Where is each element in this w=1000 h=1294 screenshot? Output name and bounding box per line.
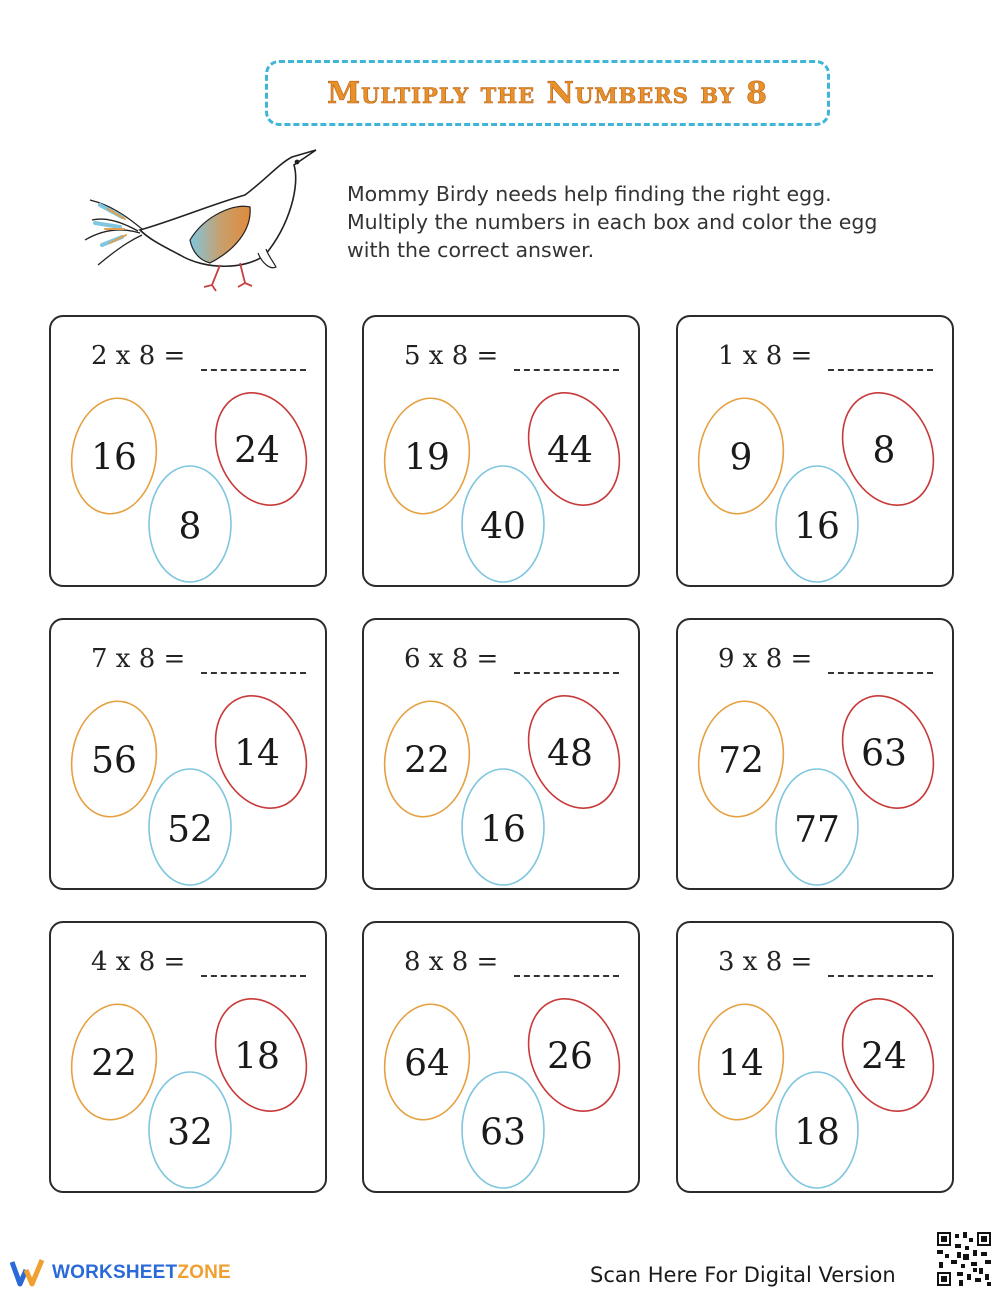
egg-bottom-number: 40 xyxy=(480,506,526,548)
egg-right-number: 24 xyxy=(234,430,280,472)
answer-blank[interactable] xyxy=(201,672,306,674)
egg-bottom-number: 16 xyxy=(480,809,526,851)
problem-card xyxy=(49,618,327,890)
equation-text: 2 x 8 = xyxy=(91,341,186,371)
equation-text: 9 x 8 = xyxy=(718,644,813,674)
problem-card xyxy=(49,921,327,1193)
egg-left-number: 19 xyxy=(404,437,450,479)
egg-bottom-number: 32 xyxy=(167,1112,213,1154)
egg-left-number: 9 xyxy=(729,437,753,479)
brand-name-part2: ZONE xyxy=(177,1262,231,1283)
qr-code[interactable] xyxy=(935,1230,993,1288)
egg-bottom-number: 77 xyxy=(794,809,840,851)
egg-right-number: 24 xyxy=(861,1036,907,1078)
answer-blank[interactable] xyxy=(514,672,619,674)
egg-bottom-number: 8 xyxy=(178,506,202,548)
egg-left-number: 22 xyxy=(404,740,450,782)
egg-left-number: 72 xyxy=(718,740,764,782)
equation-text: 1 x 8 = xyxy=(718,341,813,371)
equation-text: 6 x 8 = xyxy=(404,644,499,674)
problem-card xyxy=(362,921,640,1193)
answer-blank[interactable] xyxy=(828,672,933,674)
brand-logo xyxy=(10,1255,231,1291)
answer-blank[interactable] xyxy=(201,369,306,371)
problem-card xyxy=(676,618,954,890)
equation-text: 7 x 8 = xyxy=(91,644,186,674)
equation-text: 4 x 8 = xyxy=(91,947,186,977)
page-title: Multiply the Numbers by 8 xyxy=(326,75,769,111)
problem-card xyxy=(676,315,954,587)
answer-blank[interactable] xyxy=(514,369,619,371)
egg-right-number: 8 xyxy=(872,430,896,472)
problem-card xyxy=(362,315,640,587)
equation-text: 5 x 8 = xyxy=(404,341,499,371)
problem-card xyxy=(676,921,954,1193)
title-banner xyxy=(265,60,830,126)
egg-left-number: 22 xyxy=(91,1043,137,1085)
egg-right-number: 26 xyxy=(547,1036,593,1078)
answer-blank[interactable] xyxy=(828,369,933,371)
egg-right-number: 18 xyxy=(234,1036,280,1078)
egg-right-number: 44 xyxy=(547,430,593,472)
egg-left-number: 56 xyxy=(91,740,137,782)
bird-illustration xyxy=(80,145,330,295)
problem-card xyxy=(362,618,640,890)
answer-blank[interactable] xyxy=(828,975,933,977)
equation-text: 3 x 8 = xyxy=(718,947,813,977)
egg-left-number: 16 xyxy=(91,437,137,479)
instructions-text: Mommy Birdy needs help finding the right egg. Multiply the numbers in each box and color the egg with the correct answer. xyxy=(347,182,878,262)
egg-bottom-number: 63 xyxy=(480,1112,526,1154)
egg-left-number: 14 xyxy=(718,1043,764,1085)
egg-right-number: 48 xyxy=(547,733,593,775)
brand-icon xyxy=(10,1258,46,1288)
brand-name-part1: WORKSHEET xyxy=(52,1262,178,1283)
equation-text: 8 x 8 = xyxy=(404,947,499,977)
egg-bottom-number: 18 xyxy=(794,1112,840,1154)
scan-caption: Scan Here For Digital Version xyxy=(590,1263,896,1287)
problem-card xyxy=(49,315,327,587)
answer-blank[interactable] xyxy=(514,975,619,977)
egg-right-number: 14 xyxy=(234,733,280,775)
egg-right-number: 63 xyxy=(861,733,907,775)
egg-left-number: 64 xyxy=(404,1043,450,1085)
egg-bottom-number: 52 xyxy=(167,809,213,851)
answer-blank[interactable] xyxy=(201,975,306,977)
egg-bottom-number: 16 xyxy=(794,506,840,548)
